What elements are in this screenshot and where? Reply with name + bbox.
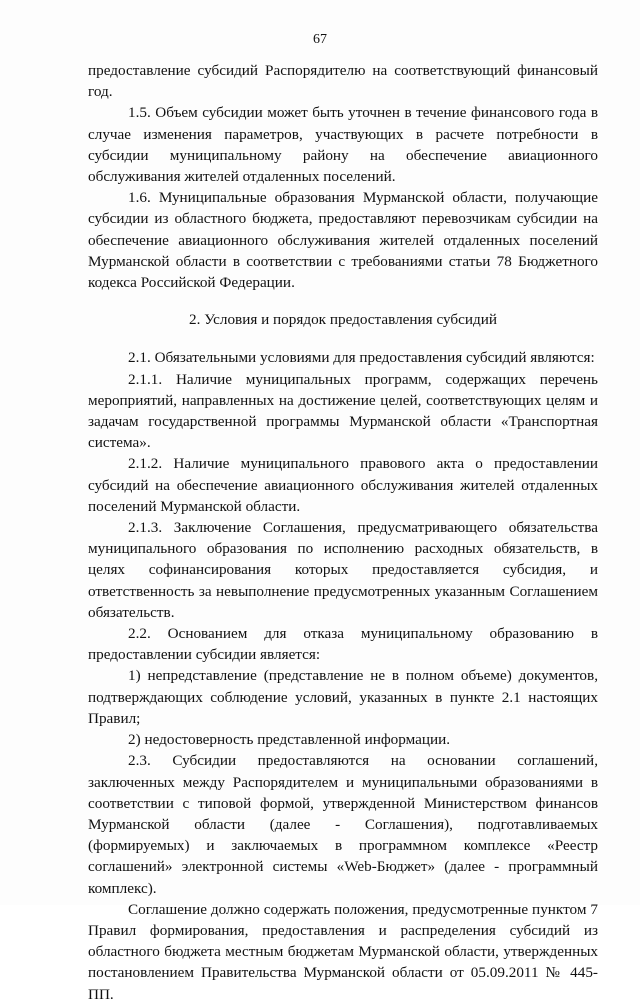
paragraph: Соглашение должно содержать положения, предусмотренные пунктом 7 Правил формирования, предоставления и распределения субсидий из областного бюджета местным бюджетам Мурманской области, утвержденных постановлением Правительства Мурманской области от 05.09.2011 № 445-ПП.: [88, 900, 598, 1003]
paragraph: 2.3. Субсидии предоставляются на основании соглашений, заключенных между Распорядителем и муниципальными образованиями в соответствии с типовой формой, утвержденной Министерством финансов Мурманской области (далее - Соглашения), подготавливаемых (формируемых) и заключаемых в программном комплексе «Реестр соглашений» электронной системы «Web-Бюджет» (далее - программный комплекс).: [88, 752, 598, 897]
document-body: [88, 60, 598, 1005]
section-heading: 2. Условия и порядок предоставления субсидий: [189, 311, 497, 329]
paragraph: 2.1.2. Наличие муниципального правового акта о предоставлении субсидий на обеспечение авиационного обслуживания жителей отдаленных поселений Мурманской области.: [88, 455, 598, 515]
paragraph: 1.5. Объем субсидии может быть уточнен в течение финансового года в случае изменения параметров, участвующих в расчете потребности в субсидии муниципальному району на обеспечение авиационного обслуживания жителей отдаленных поселений.: [88, 104, 598, 186]
paragraph: 2.1.3. Заключение Соглашения, предусматривающего обязательства муниципального образования по исполнению расходных обязательств, в целях софинансирования которых предоставляется субсидия, и ответственность за невыполнение предусмотренных указанным Соглашением обязательств.: [88, 519, 598, 621]
paragraph: 1.6. Муниципальные образования Мурманской области, получающие субсидии из областного бюджета, предоставляют перевозчикам субсидии на обеспечение авиационного обслуживания жителей отдаленных поселений Мурманской области в соответствии с требованиями статьи 78 Бюджетного кодекса Российской Федерации.: [88, 189, 598, 292]
paragraph: 2.1.1. Наличие муниципальных программ, содержащих перечень мероприятий, направленных на достижение целей, соответствующих целям и задачам государственной программы Мурманской области «Транспортная система».: [88, 370, 598, 452]
paragraph: 2.1. Обязательными условиями для предоставления субсидий являются:: [128, 349, 595, 367]
page-number: 67: [313, 32, 327, 47]
paragraph: 2) недостоверность представленной информации.: [128, 731, 451, 749]
paragraph: 1) непредставление (представление не в полном объеме) документов, подтверждающих соблюдение условий, указанных в пункте 2.1 настоящих Правил;: [88, 667, 598, 727]
paragraph: 2.2. Основанием для отказа муниципальному образованию в предоставлении субсидии является:: [88, 625, 598, 664]
paragraph: предоставление субсидий Распорядителю на соответствующий финансовый год.: [88, 62, 598, 101]
